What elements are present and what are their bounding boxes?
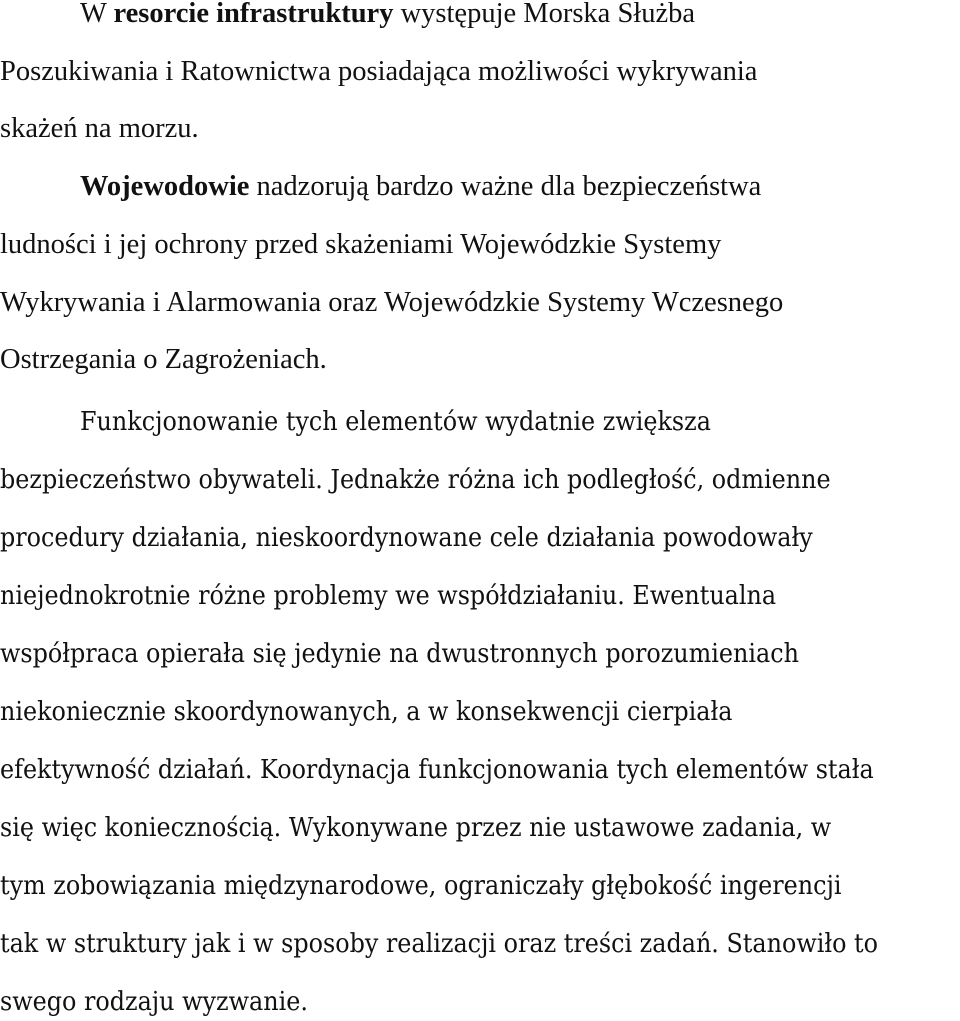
paragraph1-bold-term: resorcie infrastruktury: [113, 0, 394, 29]
paragraph1-line1-rest: występuje Morska Służba: [393, 0, 696, 29]
paragraph3-line4: niejednokrotnie różne problemy we współdziałaniu. Ewentualna: [0, 580, 777, 611]
paragraph1-line2: Poszukiwania i Ratownictwa posiadająca możliwości wykrywania: [0, 56, 758, 87]
paragraph3-line10: tak w struktury jak i w sposoby realizacji oraz treści zadań. Stanowiło to: [0, 928, 878, 959]
paragraph1-prefix: W: [80, 0, 114, 29]
paragraph1-line3: skażeń na morzu.: [0, 113, 199, 144]
paragraph3-line6: niekoniecznie skoordynowanych, a w konsekwencji cierpiała: [0, 696, 733, 727]
paragraph2-line2: ludności i jej ochrony przed skażeniami Wojewódzkie Systemy: [0, 229, 722, 260]
paragraph3-line5: współpraca opierała się jedynie na dwustronnych porozumieniach: [0, 638, 799, 669]
paragraph3-line9: tym zobowiązania międzynarodowe, ograniczały głębokość ingerencji: [0, 870, 842, 901]
paragraph3-line3: procedury działania, nieskoordynowane cele działania powodowały: [0, 522, 813, 553]
paragraph3-line7: efektywność działań. Koordynacja funkcjonowania tych elementów stała: [0, 754, 874, 785]
paragraph2-line1-rest: nadzorują bardzo ważne dla bezpieczeństwa: [249, 171, 762, 202]
paragraph3-line11: swego rodzaju wyzwanie.: [0, 986, 308, 1017]
paragraph3-line8: się więc koniecznością. Wykonywane przez nie ustawowe zadania, w: [0, 812, 832, 843]
paragraph1-line1: [80, 0, 695, 31]
paragraph3-line2: bezpieczeństwo obywateli. Jednakże różna ich podległość, odmienne: [0, 464, 831, 495]
paragraph3-line1: Funkcjonowanie tych elementów wydatnie zwiększa: [80, 406, 711, 437]
paragraph2-line3: Wykrywania i Alarmowania oraz Wojewódzkie Systemy Wczesnego: [0, 287, 784, 318]
paragraph2-line4: Ostrzegania o Zagrożeniach.: [0, 344, 327, 375]
paragraph2-line1: [80, 170, 761, 204]
paragraph2-bold-term: Wojewodowie: [80, 171, 250, 202]
